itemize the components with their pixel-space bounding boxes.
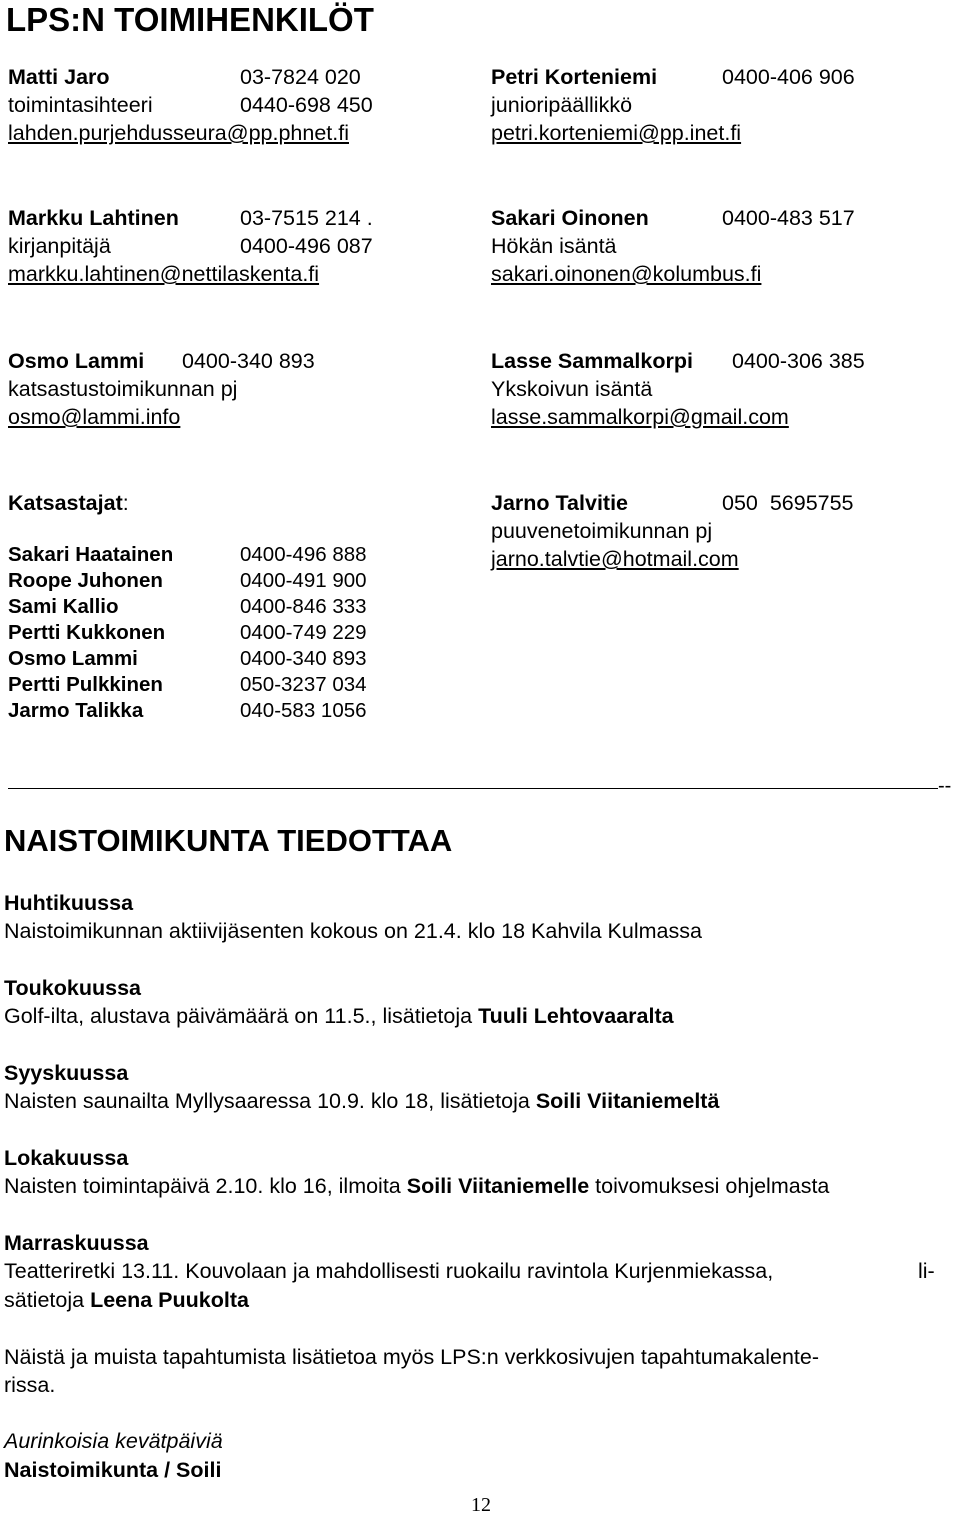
contact-name: Markku Lahtinen — [8, 206, 179, 230]
signature: Naistoimikunta / Soili — [4, 1458, 222, 1482]
inspector-phone: 0400-846 333 — [240, 595, 367, 618]
contact-role: Ykskoivun isäntä — [491, 377, 653, 401]
inspector-name: Roope Juhonen — [8, 569, 163, 592]
contact-role: junioripäällikkö — [491, 93, 633, 117]
contact-role: Hökän isäntä — [491, 234, 617, 258]
contact-phone: 0400-406 906 — [722, 65, 855, 89]
event-text-tail: toivomuksesi ohjelmasta — [589, 1174, 830, 1198]
contact-name: Jarno Talvitie — [491, 491, 629, 515]
katsastajat-heading-colon: : — [122, 491, 129, 515]
contact-email-link[interactable]: lasse.sammalkorpi@gmail.com — [491, 405, 789, 429]
inspector-phone: 0400-496 888 — [240, 543, 367, 566]
page-number: 12 — [471, 1494, 491, 1516]
contact-phone: 0400-340 893 — [182, 349, 315, 373]
contact-phone: 0400-306 385 — [732, 349, 865, 373]
event-text-plain: Golf-ilta, alustava päivämäärä on 11.5., lisätietoja — [4, 1004, 479, 1028]
inspector-phone: 0400-749 229 — [240, 621, 367, 644]
inspector-phone: 040-583 1056 — [240, 699, 367, 722]
inspector-name: Sakari Haatainen — [8, 543, 174, 566]
contact-email-link[interactable]: jarno.talvtie@hotmail.com — [491, 547, 739, 571]
event-text-plain: Naisten saunailta Myllysaaressa 10.9. klo 18, lisätietoja — [4, 1089, 536, 1113]
inspector-name: Osmo Lammi — [8, 647, 138, 670]
inspector-phone: 050-3237 034 — [240, 673, 367, 696]
contact-person: Soili Viitaniemelle — [406, 1174, 590, 1198]
event-text-plain: sätietoja — [4, 1288, 91, 1312]
contact-phone-secondary: 0440-698 450 — [240, 93, 373, 117]
naisto-heading: NAISTOIMIKUNTA TIEDOTTAA — [4, 823, 453, 858]
contact-phone: 03-7824 020 — [240, 65, 361, 89]
contact-email-link[interactable]: sakari.oinonen@kolumbus.fi — [491, 262, 762, 286]
event-text — [4, 1286, 249, 1314]
katsastajat-heading — [8, 489, 129, 517]
contact-person: Leena Puukolta — [90, 1288, 249, 1312]
event-text: Naistoimikunnan aktiivijäsenten kokous on 21.4. klo 18 Kahvila Kulmassa — [4, 919, 702, 943]
contact-role: kirjanpitäjä — [8, 234, 111, 258]
event-text — [4, 1002, 674, 1030]
event-text-plain: Naisten toimintapäivä 2.10. klo 16, ilmoita — [4, 1174, 407, 1198]
contact-name: Petri Korteniemi — [491, 65, 658, 89]
contact-role: puuvenetoimikunnan pj — [491, 519, 713, 543]
contact-email-link[interactable]: petri.korteniemi@pp.inet.fi — [491, 121, 742, 145]
event-text-hyphen: li- — [918, 1259, 935, 1283]
event-text: Teatteriretki 13.11. Kouvolaan ja mahdollisesti ruokailu ravintola Kurjenmiekassa, — [4, 1259, 774, 1283]
contact-name: Osmo Lammi — [8, 349, 145, 373]
contact-email-link[interactable]: osmo@lammi.info — [8, 405, 181, 429]
inspector-name: Jarmo Talikka — [8, 699, 144, 722]
contact-email-link[interactable]: markku.lahtinen@nettilaskenta.fi — [8, 262, 320, 286]
month-heading: Huhtikuussa — [4, 891, 134, 915]
month-heading: Lokakuussa — [4, 1146, 129, 1170]
inspector-phone: 0400-491 900 — [240, 569, 367, 592]
contact-phone: 03-7515 214 . — [240, 206, 373, 230]
contact-name: Sakari Oinonen — [491, 206, 649, 230]
event-text — [4, 1172, 829, 1200]
inspector-phone: 0400-340 893 — [240, 647, 367, 670]
contact-phone: 0400-483 517 — [722, 206, 855, 230]
event-text — [4, 1087, 719, 1115]
contact-email-link[interactable]: lahden.purjehdusseura@pp.phnet.fi — [8, 121, 349, 145]
page-title: LPS:N TOIMIHENKILÖT — [6, 1, 374, 38]
contact-person: Soili Viitaniemeltä — [535, 1089, 720, 1113]
month-heading: Syyskuussa — [4, 1061, 129, 1085]
month-heading: Marraskuussa — [4, 1231, 149, 1255]
contact-role: katsastustoimikunnan pj — [8, 377, 238, 401]
inspector-name: Pertti Kukkonen — [8, 621, 166, 644]
divider-dashes: -- — [938, 775, 952, 797]
contact-phone-secondary: 0400-496 087 — [240, 234, 373, 258]
contact-phone: 050 5695755 — [722, 491, 854, 515]
katsastajat-heading-text: Katsastajat — [8, 491, 123, 515]
contact-role: toimintasihteeri — [8, 93, 153, 117]
info-text: Näistä ja muista tapahtumista lisätietoa myös LPS:n verkkosivujen tapahtumakalente- — [4, 1345, 820, 1369]
greeting: Aurinkoisia kevätpäiviä — [4, 1429, 223, 1453]
inspector-name: Sami Kallio — [8, 595, 119, 618]
contact-name: Matti Jaro — [8, 65, 110, 89]
month-heading: Toukokuussa — [4, 976, 141, 1000]
inspector-name: Pertti Pulkkinen — [8, 673, 163, 696]
contact-person: Tuuli Lehtovaaralta — [478, 1004, 674, 1028]
contact-name: Lasse Sammalkorpi — [491, 349, 693, 373]
info-text: rissa. — [4, 1373, 56, 1397]
section-divider — [8, 788, 938, 789]
